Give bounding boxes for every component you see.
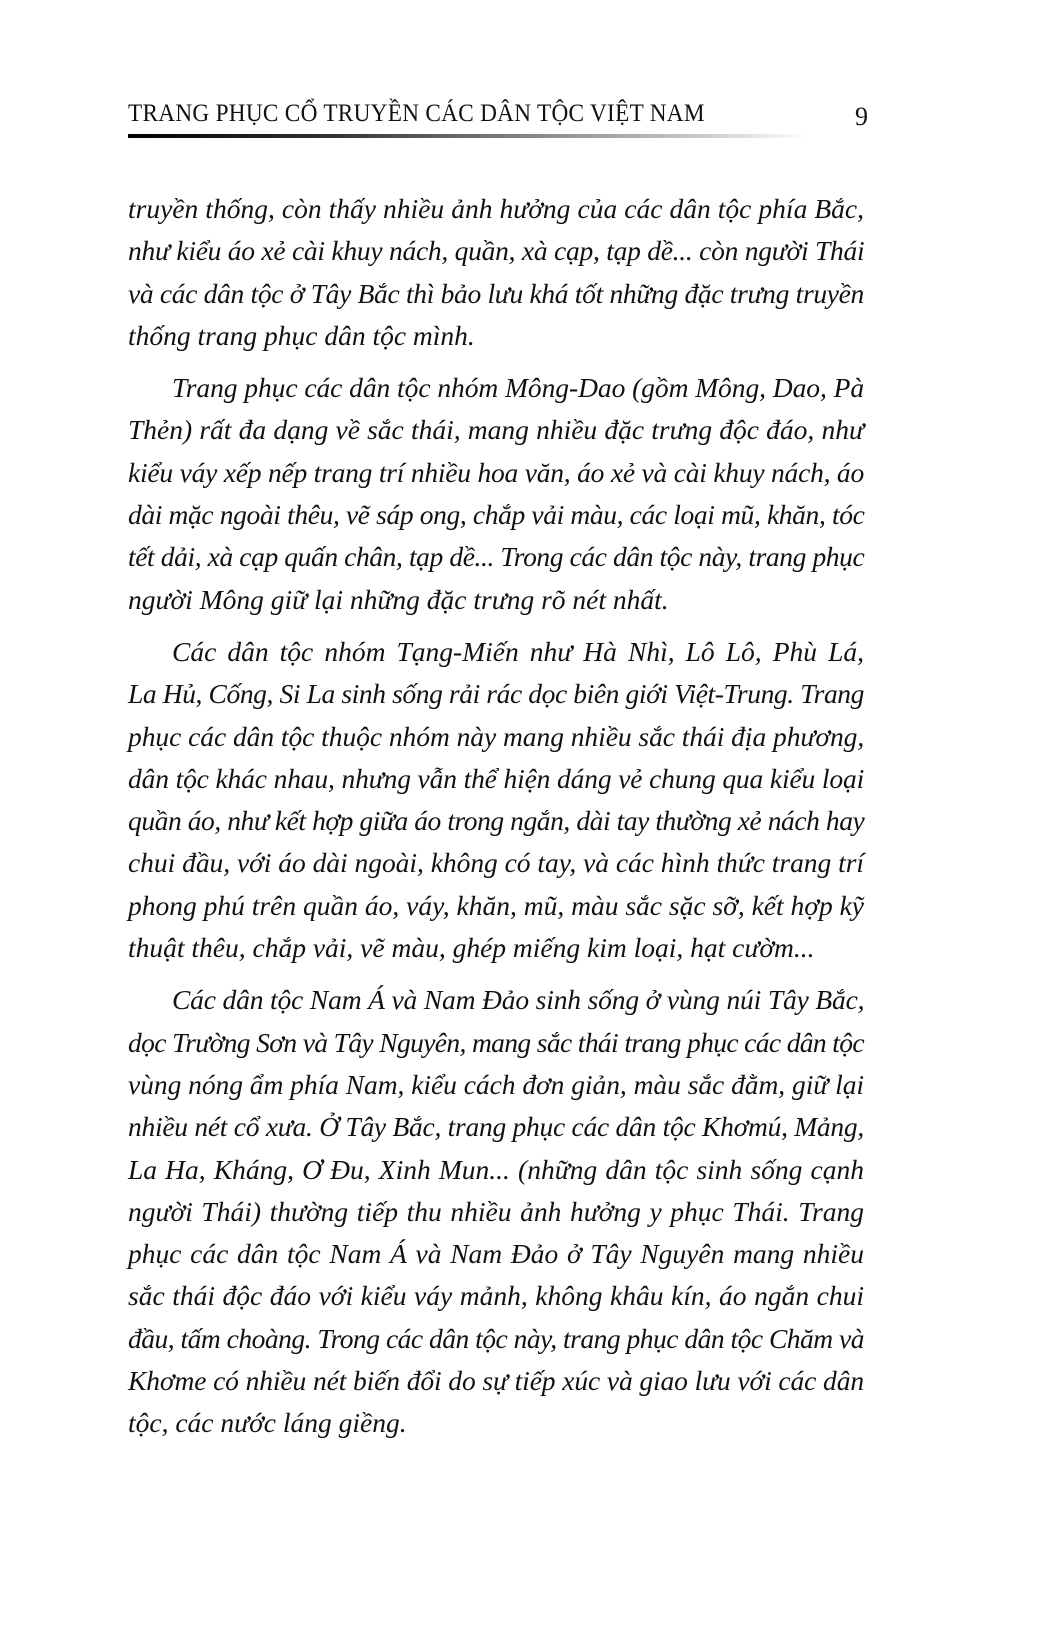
running-header (128, 98, 868, 138)
text-line: và các dân tộc ở Tây Bắc thì bảo lưu khá tốt những đặc trưng truyền (128, 277, 864, 309)
paragraph (128, 979, 864, 1444)
text-line: thống trang phục dân tộc mình. (128, 319, 475, 351)
text-line: dân tộc khác nhau, nhưng vẫn thể hiện dáng vẻ chung qua kiểu loại (128, 762, 865, 794)
text-line: truyền thống, còn thấy nhiều ảnh hưởng của các dân tộc phía Bắc, (128, 193, 864, 224)
paragraph (128, 367, 864, 621)
text-line: Các dân tộc nhóm Tạng-Miến như Hà Nhì, Lô Lô, Phù Lá, (172, 635, 864, 667)
text-line: phục các dân tộc Nam Á và Nam Đảo ở Tây Nguyên mang nhiều (128, 1238, 864, 1270)
text-line: La Ha, Kháng, Ơ Đu, Xinh Mun... (những dân tộc sinh sống cạnh (128, 1153, 864, 1185)
body-text (128, 188, 864, 1445)
text-line: dọc Trường Sơn và Tây Nguyên, mang sắc thái trang phục các dân tộc (128, 1026, 864, 1058)
text-line: phục các dân tộc thuộc nhóm này mang nhiều sắc thái địa phương, (128, 720, 865, 752)
text-line: La Hủ, Cống, Si La sinh sống rải rác dọc biên giới Việt-Trung. Trang (128, 678, 864, 710)
text-line: vùng nóng ẩm phía Nam, kiểu cách đơn giản, màu sắc đằm, giữ lại (128, 1068, 864, 1100)
text-line: đầu, tấm choàng. Trong các dân tộc này, trang phục dân tộc Chăm và (128, 1322, 864, 1354)
text-line: Trang phục các dân tộc nhóm Mông-Dao (gồm Mông, Dao, Pà (172, 372, 865, 404)
text-line: phong phú trên quần áo, váy, khăn, mũ, màu sắc sặc sỡ, kết hợp kỹ (128, 889, 864, 921)
running-title: TRANG PHỤC CỔ TRUYỀN CÁC DÂN TỘC VIỆT NAM (128, 100, 705, 127)
text-line: chui đầu, với áo dài ngoài, không có tay, và các hình thức trang trí (128, 847, 864, 879)
text-line: nhiều nét cổ xưa. Ở Tây Bắc, trang phục các dân tộc Khơmú, Mảng, (128, 1111, 864, 1143)
text-line: người Mông giữ lại những đặc trưng rõ nét nhất. (128, 583, 669, 615)
text-line: người Thái) thường tiếp thu nhiều ảnh hưởng y phục Thái. Trang (128, 1195, 864, 1227)
header-rule (128, 134, 808, 138)
text-line: Khơme có nhiều nét biến đổi do sự tiếp xúc và giao lưu với các dân (128, 1365, 864, 1397)
text-line: Thẻn) rất đa dạng về sắc thái, mang nhiều đặc trưng độc đáo, như (128, 414, 864, 446)
text-line: dài mặc ngoài thêu, vẽ sáp ong, chắp vải màu, các loại mũ, khăn, tóc (128, 499, 865, 531)
paragraph (128, 631, 864, 969)
text-line: tộc, các nước láng giềng. (128, 1407, 407, 1439)
text-line: quần áo, như kết hợp giữa áo trong ngắn, dài tay thường xẻ nách hay (128, 805, 865, 837)
text-line: tết dải, xà cạp quấn chân, tạp dề... Trong các dân tộc này, trang phục (128, 541, 865, 573)
text-line: như kiểu áo xẻ cài khuy nách, quần, xà cạp, tạp dề... còn người Thái (128, 235, 865, 267)
text-line: sắc thái độc đáo với kiểu váy mảnh, không khâu kín, áo ngắn chui (128, 1280, 864, 1312)
text-line: kiểu váy xếp nếp trang trí nhiều hoa văn, áo xẻ và cài khuy nách, áo (128, 456, 864, 488)
text-line: thuật thêu, chắp vải, vẽ màu, ghép miếng kim loại, hạt cườm... (128, 932, 815, 964)
page-number: 9 (855, 102, 868, 131)
text-line: Các dân tộc Nam Á và Nam Đảo sinh sống ở vùng núi Tây Bắc, (172, 984, 865, 1016)
paragraph (128, 188, 864, 357)
